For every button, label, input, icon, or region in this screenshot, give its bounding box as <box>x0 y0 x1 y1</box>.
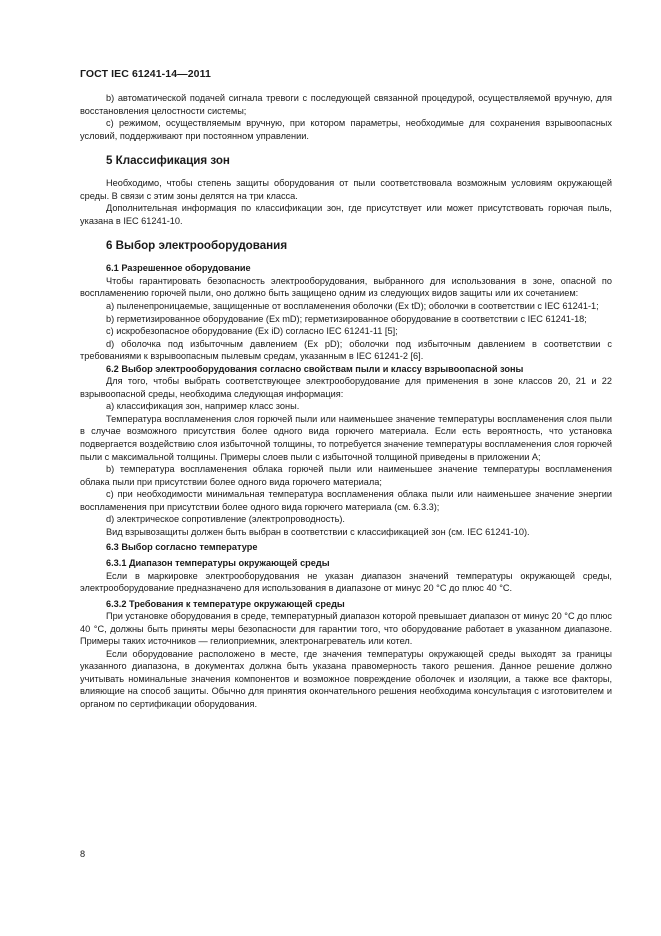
section-6-1-heading: 6.1 Разрешенное оборудование <box>106 263 251 274</box>
section-6-1-paragraph: Чтобы гарантировать безопасность электрооборудования, выбранного для использования в зоне, опасной по воспламенению горючей пыли, оно должно быть защищено одним из следующих видов защиты или их сочетанием: <box>80 275 612 299</box>
section-5-paragraph-2: Дополнительная информация по классификации зон, где присутствует или может присутствовать горючая пыль, указана в IEC 61241-10. <box>80 203 612 226</box>
section-6-3-1-heading: 6.3.1 Диапазон температуры окружающей среды <box>106 557 330 568</box>
section-6-2-heading: 6.2 Выбор электрооборудования согласно свойствам пыли и классу взрывоопасной зоны <box>106 363 524 374</box>
section-5-heading: 5 Классификация зон <box>106 154 230 168</box>
section-6-3-2-heading: 6.3.2 Требования к температуре окружающей среды <box>106 598 345 609</box>
section-6-2-paragraph-2: Температура воспламенения слоя горючей пыли или наименьшее значение температуры воспламенения слоя пыли в случае возможного присутствия более одного вида горючего материала. Если есть вероятность, что установка подвергается воздействию слоя избыточной толщины, то потребуется значение температуры воспламенения слоя горючей пыли с максимальной толщины. Примеры слоев пыли с избыточной толщиной приведены в приложении А; <box>80 413 612 462</box>
section-5-paragraph-1: Необходимо, чтобы степень защиты оборудования от пыли соответствовала возможным условиям окружающей среды. В связи с этим зоны делятся на три класса. <box>80 178 612 201</box>
section-6-1-item-b: b) герметизированное оборудование (Ex mD); герметизированное оборудование в соответствии с IEC 61241-18; <box>106 313 587 324</box>
section-6-3-2-paragraph-1: При установке оборудования в среде, температурный диапазон которой превышает диапазон от минус 20 °С до плюс 40 °С, должны быть приняты меры безопасности для гарантии того, что оборудование работает в указанном диапазоне. Примеры таких источников — гелиоприемник, электронагреватель или котел. <box>80 611 612 647</box>
section-6-heading: 6 Выбор электрооборудования <box>106 239 288 253</box>
section-6-3-heading: 6.3 Выбор согласно температуре <box>106 542 258 553</box>
page-number: 8 <box>80 849 86 859</box>
document-header: ГОСТ IEC 61241-14—2011 <box>80 68 211 80</box>
list-item-c: c) режимом, осуществляемым вручную, при котором параметры, необходимые для сохранения взрывоопасных условий, поддерживают при постоянном управлении. <box>80 118 612 141</box>
section-6-1-item-a: a) пыленепроницаемые, защищенные от воспламенения оболочки (Ex tD); оболочки в соответствии с IEC 61241-1; <box>106 301 599 312</box>
section-6-2-item-b: b) температура воспламенения облака горючей пыли или наименьшее значение температуры воспламенения облака пыли при присутствии более одного вида горючего материала; <box>80 464 612 487</box>
section-6-2-item-a: a) классификация зон, например класс зоны. <box>106 401 300 412</box>
section-6-2-paragraph-3: Вид взрывозащиты должен быть выбран в соответствии с классификацией зон (см. IEC 61241-10). <box>106 526 530 537</box>
section-6-3-1-paragraph: Если в маркировке электрооборудования не указан диапазон значений температуры окружающей среды, электрооборудование предназначено для использования в диапазоне от минус 20 °С до плюс 40 °С. <box>80 570 612 594</box>
section-6-1-item-d: d) оболочка под избыточным давлением (Ex pD); оболочки под избыточным давлением в соответствии с требованиями к взрывоопасным пылевым средам, указанным в IEC 61241-2 [6]. <box>80 338 612 362</box>
section-6-1-item-c: c) искробезопасное оборудование (Ex iD) согласно IEC 61241-11 [5]; <box>106 326 398 337</box>
document-body <box>80 92 612 711</box>
list-item-b: b) автоматической подачей сигнала тревоги с последующей связанной процедурой, осуществляемой вручную, для восстановления целостности системы; <box>80 93 612 116</box>
section-6-2-item-c: c) при необходимости минимальная температура воспламенения облака пыли или наименьшее значение энергии воспламенения при присутствии более одного вида горючего материала (см. 6.3.3); <box>80 489 612 512</box>
section-6-2-item-d: d) электрическое сопротивление (электропроводность). <box>106 514 345 525</box>
section-6-3-2-paragraph-2: Если оборудование расположено в месте, где значения температуры окружающей среды выходят за границы указанного диапазона, в документах должна быть указана правомерность такого решения. Данное решение должно учитывать номинальные значения компонентов и возможное повреждение оболочек и изоляции, а также все факторы, влияющие на способ защиты. Обычно для принятия окончательного решения необходима консультация с изготовителем и органом по сертификации оборудования. <box>80 648 612 709</box>
section-6-2-paragraph-1: Для того, чтобы выбрать соответствующее электрооборудование для применения в зоне классов 20, 21 и 22 взрывоопасной среды, необходима следующая информация: <box>80 376 612 399</box>
